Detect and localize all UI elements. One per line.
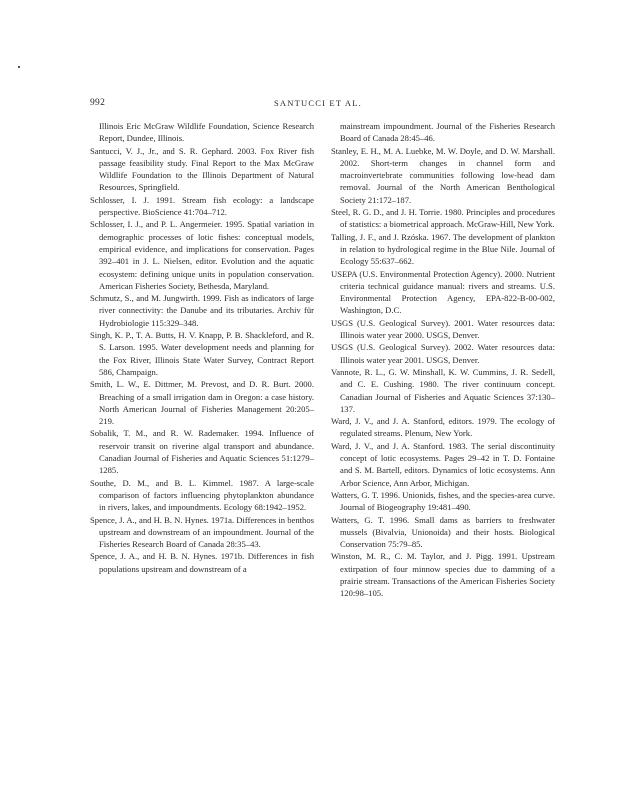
reference-entry: Santucci, V. J., Jr., and S. R. Gephard. 2003. Fox River fish passage feasibility study. Final Report to the Max McGraw Wildlife Foundation to the Illinois Department of Natural Resources, Springfield. [90, 145, 314, 193]
reference-entry: USEPA (U.S. Environmental Protection Agency). 2000. Nutrient criteria technical guidance manual: rivers and streams. U.S. Environmental Protection Agency, EPA-822-B-00-002, Washington, D.C. [331, 268, 555, 316]
reference-entry: Sobalik, T. M., and R. W. Rademaker. 1994. Influence of reservoir transit on riverine algal transport and abundance. Canadian Journal of Fisheries and Aquatic Sciences 51:1279–1285. [90, 428, 314, 476]
references-left-column [90, 120, 314, 575]
reference-entry: Schlosser, I. J. 1991. Stream fish ecology: a landscape perspective. BioScience 41:704–712. [90, 194, 314, 218]
reference-entry: Singh, K. P., T. A. Butts, H. V. Knapp, P. B. Shackleford, and R. S. Larson. 1995. Water development needs and planning for the Fox River, Illinois State Water Survey, Contract Report 586, Champaign. [90, 330, 314, 377]
reference-entry: Stanley, E. H., M. A. Luebke, M. W. Doyle, and D. W. Marshall. 2002. Short-term changes in channel form and macroinvertebrate communities following low-head dam removal. Journal of the North American Benthological Society 21:172–187. [331, 145, 555, 205]
reference-entry: Schlosser, I. J., and P. L. Angermeier. 1995. Spatial variation in demographic processes of lotic fishes: conceptual models, empirical evidence, and implications for conservation. Pages 392–401 in J. L. Nielsen, editor. Evolution and the aquatic ecosystem: defining unique units in population conservation. American Fisheries Society, Bethesda, Maryland. [90, 219, 314, 291]
reference-entry: Spence, J. A., and H. B. N. Hynes. 1971b. Differences in fish populations upstream and downstream of a [90, 551, 314, 574]
reference-entry: Ward, J. V., and J. A. Stanford, editors. 1979. The ecology of regulated streams. Plenum, New York. [331, 416, 555, 439]
reference-entry: Watters, G. T. 1996. Unionids, fishes, and the species-area curve. Journal of Biogeography 19:481–490. [331, 489, 555, 513]
reference-entry: Spence, J. A., and H. B. N. Hynes. 1971a. Differences in benthos upstream and downstream of an impoundment. Journal of the Fisheries Research Board of Canada 28:35–43. [90, 514, 314, 550]
reference-entry: Winston, M. R., C. M. Taylor, and J. Pigg. 1991. Upstream extirpation of four minnow species due to damming of a prairie stream. Transactions of the American Fisheries Society 120:98–105. [331, 551, 555, 599]
reference-entry: Smith, L. W., E. Dittmer, M. Prevost, and D. R. Burt. 2000. Breaching of a small irrigation dam in Oregon: a case history. North American Journal of Fisheries Management 20:205–219. [90, 379, 314, 427]
running-head: SANTUCCI ET AL. [274, 98, 362, 108]
page-number: 992 [90, 98, 106, 108]
reference-entry: Southe, D. M., and B. L. Kimmel. 1987. A large-scale comparison of factors influencing phytoplankton abundance in rivers, lakes, and impoundments. Ecology 68:1942–1952. [90, 477, 314, 513]
references-right-column [331, 120, 555, 600]
reference-entry: Watters, G. T. 1996. Small dams as barriers to freshwater mussels (Bivalvia, Unionoida) and their hosts. Biological Conservation 75:79–85. [331, 514, 555, 550]
reference-entry: Schmutz, S., and M. Jungwirth. 1999. Fish as indicators of large river connectivity: the Danube and its tributaries. Archiv für Hydrobiologie 115:329–348. [90, 293, 314, 328]
reference-entry: Ward, J. V., and J. A. Stanford. 1983. The serial discontinuity concept of lotic ecosystems. Pages 29–42 in T. D. Fontaine and S. M. Bartell, editors. Dynamics of lotic ecosystems. Ann Arbor Science, Ann Arbor, Michigan. [331, 440, 555, 488]
reference-entry: USGS (U.S. Geological Survey). 2001. Water resources data: Illinois water year 2000. USGS, Denver. [331, 317, 555, 341]
reference-entry: Talling, J. F., and J. Rzóska. 1967. The development of plankton in relation to hydrological regime in the Blue Nile. Journal of Ecology 55:637–662. [331, 231, 555, 267]
reference-entry: Vannote, R. L., G. W. Minshall, K. W. Cummins, J. R. Sedell, and C. E. Cushing. 1980. The river continuum concept. Canadian Journal of Fisheries and Aquatic Sciences 37:130–137. [331, 366, 555, 414]
reference-entry: Steel, R. G. D., and J. H. Torrie. 1980. Principles and procedures of statistics: a biometrical approach. McGraw-Hill, New York. [331, 207, 555, 230]
reference-continuation: mainstream impoundment. Journal of the Fisheries Research Board of Canada 28:45–46. [340, 121, 555, 144]
scan-dust-mark [18, 66, 20, 68]
reference-entry: USGS (U.S. Geological Survey). 2002. Water resources data: Illinois water year 2001. USGS, Denver. [331, 342, 555, 365]
reference-continuation: Illinois Eric McGraw Wildlife Foundation, Science Research Report, Dundee, Illinois. [99, 121, 314, 144]
